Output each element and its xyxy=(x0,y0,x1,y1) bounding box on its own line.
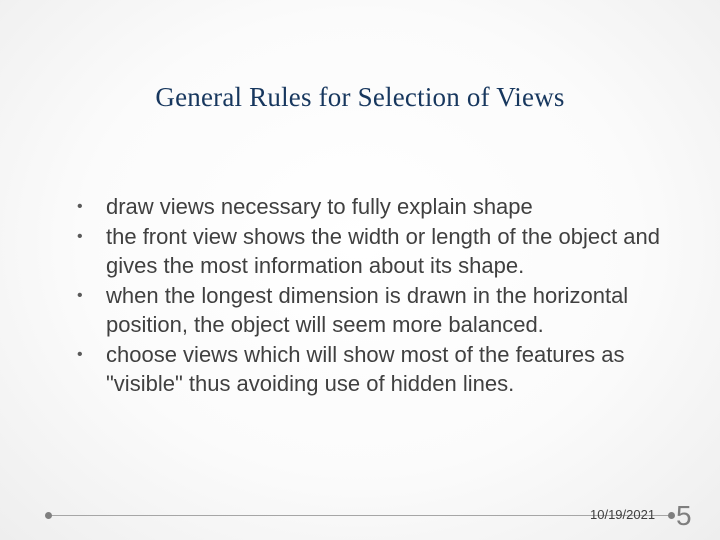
bullet-item xyxy=(75,222,695,281)
bullet-icon: • xyxy=(77,227,83,245)
bullet-text: when the longest dimension is drawn in the horizontal position, the object will seem more balanced. xyxy=(106,282,629,337)
bullet-item xyxy=(75,192,695,222)
footer-dot-right xyxy=(668,512,675,519)
bullet-icon: • xyxy=(77,198,83,215)
page-number: 5 xyxy=(676,500,692,531)
bullet-icon: • xyxy=(77,345,83,363)
footer-dot-left xyxy=(45,512,52,519)
footer-date: 10/19/2021 xyxy=(590,507,656,522)
bullet-item xyxy=(75,340,695,399)
footer-divider xyxy=(48,515,672,516)
bullet-text: draw views necessary to fully explain shape xyxy=(106,194,533,219)
bullet-item xyxy=(75,281,695,340)
bullet-list xyxy=(75,192,695,399)
bullet-text: choose views which will show most of the features as "visible" thus avoiding use of hidden lines. xyxy=(106,341,625,396)
bullet-text: the front view shows the width or length of the object and gives the most information about its shape. xyxy=(106,223,660,278)
bullet-icon: • xyxy=(77,286,83,304)
slide-title: General Rules for Selection of Views xyxy=(155,82,565,112)
